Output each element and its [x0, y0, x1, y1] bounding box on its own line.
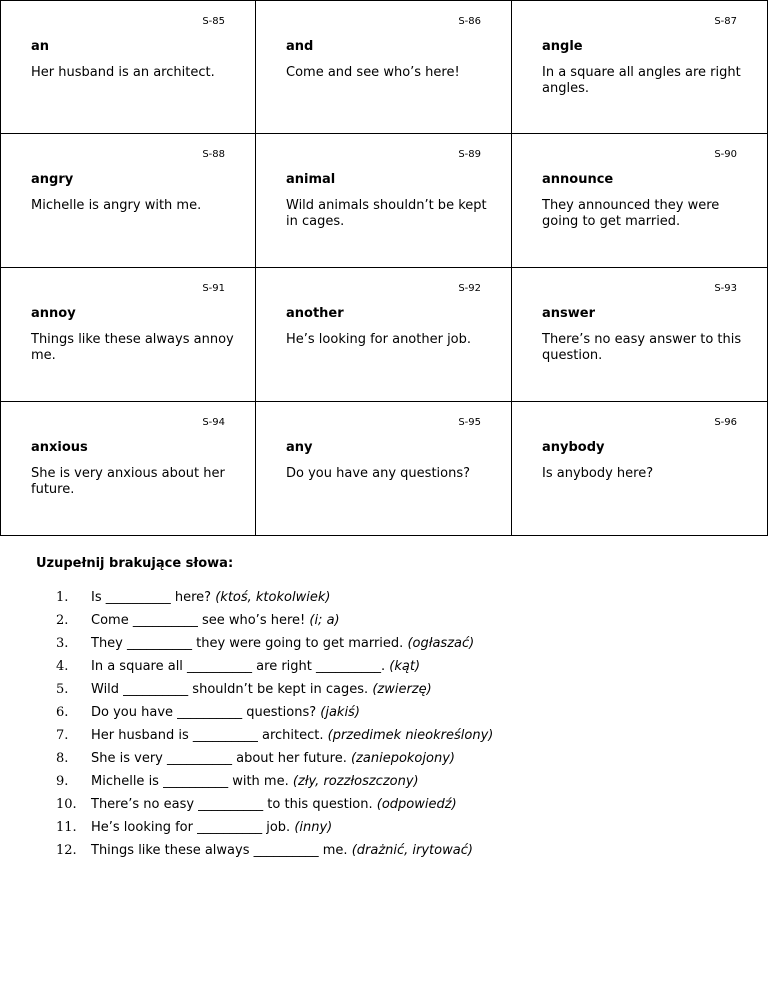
exercise-item	[0, 839, 700, 862]
card-word: angry	[31, 172, 74, 187]
exercise-number: 10.	[56, 797, 77, 812]
card-sentence: There’s no easy answer to this question.	[542, 332, 742, 363]
exercise-item	[0, 678, 700, 701]
card-code: S-94	[202, 417, 225, 428]
card-word: and	[286, 39, 314, 54]
card-word: angle	[542, 39, 583, 54]
exercise-hint: (jakiś)	[320, 705, 360, 720]
exercise-sentence	[91, 705, 360, 721]
exercise-item	[0, 770, 700, 793]
card-sentence: Wild animals shouldn’t be kept in cages.	[286, 198, 487, 229]
exercise-hint: (odpowiedź)	[376, 797, 457, 812]
flashcard	[0, 402, 256, 536]
card-sentence: Is anybody here?	[542, 466, 654, 481]
exercise-hint: (zły, rozzłoszczony)	[292, 774, 419, 789]
exercise-item	[0, 747, 700, 770]
card-sentence: Come and see who’s here!	[286, 65, 460, 80]
exercise-text: They __________ they were going to get married.	[91, 636, 404, 651]
card-sentence: Michelle is angry with me.	[31, 198, 202, 213]
card-code: S-88	[202, 149, 225, 160]
exercise-number: 9.	[56, 774, 69, 789]
flashcard	[512, 134, 768, 268]
exercise-number: 4.	[56, 659, 69, 674]
exercise-list	[0, 586, 700, 862]
exercise-sentence	[91, 843, 473, 859]
exercise-item	[0, 586, 700, 609]
flashcard	[0, 134, 256, 268]
exercise-number: 1.	[56, 590, 69, 605]
flashcard	[0, 268, 256, 402]
card-code: S-92	[458, 283, 481, 294]
exercise-hint: (przedimek nieokreślony)	[327, 728, 494, 743]
flashcard	[256, 134, 512, 268]
exercise-sentence	[91, 590, 330, 606]
card-word: annoy	[31, 306, 76, 321]
exercise-title: Uzupełnij brakujące słowa:	[36, 556, 234, 571]
card-sentence: They announced they were going to get married.	[542, 198, 720, 229]
card-word: animal	[286, 172, 336, 187]
exercise-hint: (kąt)	[389, 659, 421, 674]
exercise-number: 11.	[56, 820, 77, 835]
card-code: S-89	[458, 149, 481, 160]
exercise-text: Come __________ see who’s here!	[91, 613, 306, 628]
card-sentence: In a square all angles are right angles.	[542, 65, 741, 96]
exercise-sentence	[91, 751, 455, 767]
exercise-sentence	[91, 682, 432, 698]
exercise-text: In a square all __________ are right __________.	[91, 659, 386, 674]
flashcard	[512, 402, 768, 536]
card-code: S-95	[458, 417, 481, 428]
flashcard	[256, 268, 512, 402]
card-code: S-91	[202, 283, 225, 294]
exercise-text: Is __________ here?	[91, 590, 212, 605]
exercise-sentence	[91, 659, 420, 675]
exercise-hint: (inny)	[294, 820, 333, 835]
card-code: S-90	[714, 149, 737, 160]
exercise-item	[0, 701, 700, 724]
exercise-text: He’s looking for __________ job.	[91, 820, 291, 835]
exercise-text: Wild __________ shouldn’t be kept in cages.	[91, 682, 369, 697]
exercise-hint: (i; a)	[309, 613, 340, 628]
exercise-sentence	[91, 820, 332, 836]
card-word: anybody	[542, 440, 605, 455]
card-code: S-93	[714, 283, 737, 294]
card-word: anxious	[31, 440, 88, 455]
exercise-item	[0, 816, 700, 839]
exercise-text: Things like these always __________ me.	[91, 843, 348, 858]
card-code: S-96	[714, 417, 737, 428]
exercise-text: Michelle is __________ with me.	[91, 774, 289, 789]
exercise-hint: (ktoś, ktokolwiek)	[215, 590, 331, 605]
flashcard	[256, 0, 512, 134]
exercise-hint: (ogłaszać)	[407, 636, 475, 651]
exercise-sentence	[91, 728, 493, 744]
exercise-item	[0, 609, 700, 632]
exercise-number: 3.	[56, 636, 69, 651]
exercise-text: Do you have __________ questions?	[91, 705, 317, 720]
card-sentence: He’s looking for another job.	[286, 332, 472, 347]
exercise-item	[0, 655, 700, 678]
exercise-number: 5.	[56, 682, 69, 697]
exercise-item	[0, 632, 700, 655]
flashcard	[512, 268, 768, 402]
card-word: announce	[542, 172, 614, 187]
exercise-item	[0, 724, 700, 747]
flashcard	[0, 0, 256, 134]
exercise-number: 7.	[56, 728, 69, 743]
card-code: S-85	[202, 16, 225, 27]
card-word: an	[31, 39, 50, 54]
card-sentence: Do you have any questions?	[286, 466, 471, 481]
card-word: answer	[542, 306, 596, 321]
exercise-sentence	[91, 797, 457, 813]
exercise-hint: (zaniepokojony)	[350, 751, 455, 766]
exercise-sentence	[91, 636, 474, 652]
card-sentence: Things like these always annoy me.	[31, 332, 234, 363]
exercise-item	[0, 793, 700, 816]
card-word: another	[286, 306, 344, 321]
flashcard	[256, 402, 512, 536]
flashcard	[512, 0, 768, 134]
exercise-hint: (drażnić, irytować)	[351, 843, 473, 858]
exercise-text: Her husband is __________ architect.	[91, 728, 324, 743]
exercise-number: 2.	[56, 613, 69, 628]
card-code: S-86	[458, 16, 481, 27]
exercise-number: 12.	[56, 843, 77, 858]
exercise-text: She is very __________ about her future.	[91, 751, 347, 766]
card-word: any	[286, 440, 313, 455]
exercise-number: 8.	[56, 751, 69, 766]
exercise-sentence	[91, 774, 419, 790]
card-code: S-87	[714, 16, 737, 27]
exercise-text: There’s no easy __________ to this question.	[91, 797, 373, 812]
exercise-number: 6.	[56, 705, 69, 720]
card-sentence: She is very anxious about her future.	[31, 466, 225, 497]
exercise-sentence	[91, 613, 340, 629]
exercise-hint: (zwierzę)	[372, 682, 432, 697]
card-sentence: Her husband is an architect.	[31, 65, 215, 80]
